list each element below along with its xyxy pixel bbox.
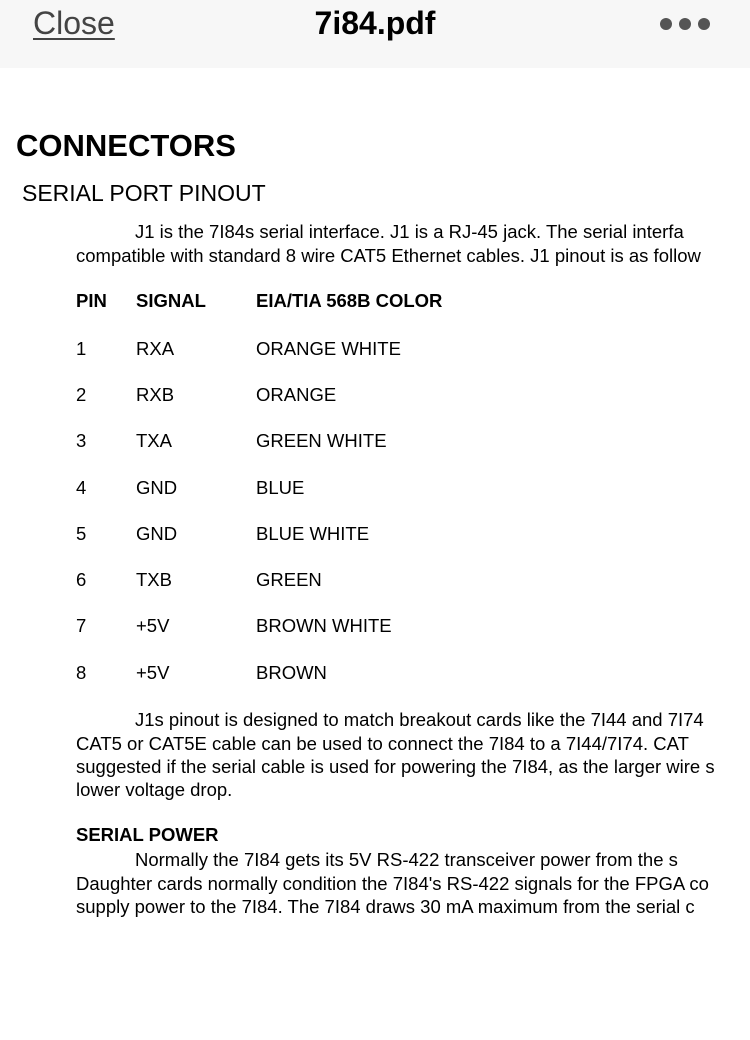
table-cell-signal: TXA — [136, 430, 172, 451]
more-horizontal-icon — [698, 18, 710, 30]
table-cell-color: BROWN — [256, 662, 327, 683]
paragraph-line: lower voltage drop. — [76, 779, 233, 800]
paragraph-line: suggested if the serial cable is used for powering the 7I84, as the larger wire s — [76, 756, 715, 777]
table-cell-color: BROWN WHITE — [256, 615, 392, 636]
table-cell-color: BLUE — [256, 477, 305, 498]
table-cell-pin: 8 — [76, 662, 87, 683]
table-cell-color: GREEN WHITE — [256, 430, 387, 451]
table-cell-color: GREEN — [256, 569, 322, 590]
more-horizontal-icon — [679, 18, 691, 30]
table-cell-pin: 6 — [76, 569, 87, 590]
table-header-pin: PIN — [76, 290, 107, 311]
close-button[interactable]: Close — [33, 5, 115, 41]
table-cell-signal: GND — [136, 477, 178, 498]
table-cell-signal: +5V — [136, 615, 170, 636]
table-cell-color: ORANGE — [256, 384, 337, 405]
table-cell-color: ORANGE WHITE — [256, 338, 401, 359]
more-options-button[interactable] — [660, 16, 720, 32]
paragraph-line: compatible with standard 8 wire CAT5 Ethernet cables. J1 pinout is as follow — [76, 245, 701, 266]
table-cell-pin: 7 — [76, 615, 87, 636]
paragraph-line: J1s pinout is designed to match breakout cards like the 7I44 and 7I74 — [135, 709, 704, 730]
table-cell-signal: +5V — [136, 662, 170, 683]
table-cell-color: BLUE WHITE — [256, 523, 370, 544]
paragraph-line: Daughter cards normally condition the 7I84's RS-422 signals for the FPGA co — [76, 873, 709, 894]
pdf-page[interactable] — [0, 68, 750, 1040]
top-toolbar — [0, 0, 750, 68]
paragraph-line: Normally the 7I84 gets its 5V RS-422 transceiver power from the s — [135, 849, 678, 870]
table-cell-pin: 4 — [76, 477, 87, 498]
table-cell-pin: 5 — [76, 523, 87, 544]
more-horizontal-icon — [660, 18, 672, 30]
table-cell-signal: GND — [136, 523, 178, 544]
paragraph-line: CAT5 or CAT5E cable can be used to connect the 7I84 to a 7I44/7I74. CAT — [76, 733, 689, 754]
document-title: 7i84.pdf — [314, 5, 436, 41]
table-cell-pin: 1 — [76, 338, 87, 359]
table-header-signal: SIGNAL — [136, 290, 206, 311]
table-cell-signal: TXB — [136, 569, 172, 590]
table-cell-signal: RXA — [136, 338, 175, 359]
page-heading: CONNECTORS — [16, 128, 236, 163]
table-cell-pin: 3 — [76, 430, 87, 451]
table-cell-signal: RXB — [136, 384, 175, 405]
section-heading: SERIAL PORT PINOUT — [22, 180, 266, 206]
table-cell-pin: 2 — [76, 384, 87, 405]
subsection-heading: SERIAL POWER — [76, 824, 219, 845]
paragraph-line: supply power to the 7I84. The 7I84 draws 30 mA maximum from the serial c — [76, 896, 695, 917]
paragraph-line: J1 is the 7I84s serial interface. J1 is a RJ-45 jack. The serial interfa — [135, 221, 684, 242]
table-header-color: EIA/TIA 568B COLOR — [256, 290, 443, 311]
